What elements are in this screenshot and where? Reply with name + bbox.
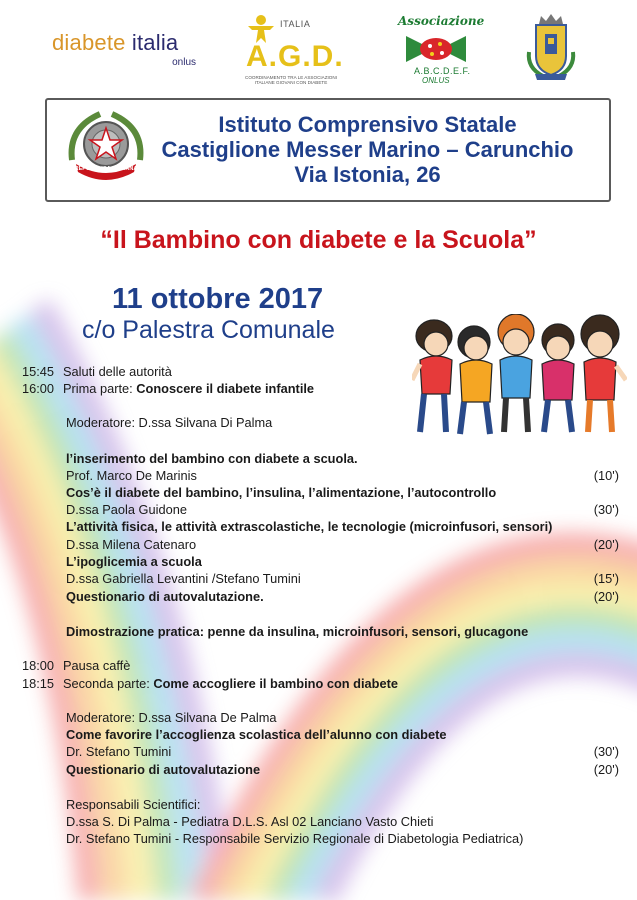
event-title: “Il Bambino con diabete e la Scuola” [100, 226, 537, 254]
abcdef-letters: A.B.C.D.E.F. [414, 66, 471, 76]
abcdef-logo [396, 14, 485, 85]
diabete-word: diabete [52, 30, 132, 55]
talk-4-topic: L’ipoglicemia a scuola [66, 554, 202, 569]
talk-2-speaker: D.ssa Paola Guidone [66, 502, 187, 517]
agd-name: A.G.D. [246, 40, 344, 73]
responsible-1: D.ssa S. Di Palma - Pediatra D.L.S. Asl 02 Lanciano Vasto Chieti [66, 814, 434, 829]
talk-1-speaker: Prof. Marco De Marinis [66, 468, 197, 483]
part1-time: 16:00 [22, 381, 55, 396]
responsible-2: Dr. Stefano Tumini - Responsabile Servizio Regionale di Diabetologia Pediatrica) [66, 831, 524, 846]
talk-1-duration: (10') [593, 468, 619, 483]
agd-logo [236, 14, 346, 84]
part2-prefix: Seconda parte: [63, 676, 154, 691]
event-date: 11 ottobre 2017 [112, 283, 324, 315]
abcdef-onlus: ONLUS [422, 76, 450, 85]
talk-5-duration: (30') [593, 744, 619, 759]
diabete-italia-logo [52, 30, 202, 75]
talk-4-speaker: D.ssa Gabriella Levantini /Stefano Tumini [66, 571, 301, 586]
talk-3-duration: (20') [593, 537, 619, 552]
talk-2-topic: Cos’è il diabete del bambino, l’insulina, l’alimentazione, l’autocontrollo [66, 485, 497, 500]
institute-address: Via Istonia, 26 [294, 162, 441, 187]
italia-word: italia [131, 30, 179, 55]
part2-title: Come accogliere il bambino con diabete [153, 676, 398, 691]
institute-text [150, 112, 585, 187]
part1-title: Conoscere il diabete infantile [136, 381, 315, 396]
event-venue: c/o Palestra Comunale [82, 316, 335, 344]
quiz-2-duration: (20') [593, 762, 619, 777]
agd-italia: ITALIA [280, 19, 311, 29]
quiz-2: Questionario di autovalutazione [66, 762, 261, 777]
agd-tagline: COORDINAMENTO TRA LE ASSOCIAZIONI ITALIANE GIOVANI CON DIABETE [245, 75, 337, 86]
opening-text: Saluti delle autorità [63, 364, 172, 379]
part2-time: 18:15 [22, 676, 55, 691]
diabete-italia-onlus: onlus [172, 57, 196, 68]
talk-3-topic: L’attività fisica, le attività extrascolastiche, le tecnologie (microinfusori, sensori) [66, 519, 553, 534]
candy-icon [402, 30, 470, 66]
practical-demo: Dimostrazione pratica: penne da insulina, microinfusori, sensori, glucagone [66, 624, 529, 639]
abcdef-title: Associazione [398, 14, 485, 28]
institute-location: Castiglione Messer Marino – Carunchio [161, 137, 574, 162]
institute-name: Istituto Comprensivo Statale [218, 112, 517, 137]
moderator-2: Moderatore: D.ssa Silvana De Palma [66, 710, 277, 725]
quiz-1: Questionario di autovalutazione. [66, 589, 264, 604]
talk-4-duration: (15') [593, 571, 619, 586]
talk-1-topic: l’inserimento del bambino con diabete a scuola. [66, 451, 358, 466]
emblem-caption: REPUBBLICA ITALIANA [74, 166, 138, 172]
talk-5-topic: Come favorire l’accoglienza scolastica dell’alunno con diabete [66, 727, 447, 742]
program-part1 [22, 381, 314, 396]
children-illustration [412, 314, 627, 439]
program-part2 [22, 676, 398, 691]
talk-5-speaker: Dr. Stefano Tumini [66, 744, 172, 759]
talk-3-speaker: D.ssa Milena Catenaro [66, 537, 197, 552]
opening-time: 15:45 [22, 364, 55, 379]
responsible-label: Responsabili Scientifici: [66, 797, 201, 812]
part1-prefix: Prima parte: [63, 381, 137, 396]
break-time: 18:00 [22, 658, 55, 673]
quiz-1-duration: (20') [593, 589, 619, 604]
program-opening [22, 364, 172, 379]
break-text: Pausa caffè [63, 658, 131, 673]
talk-2-duration: (30') [593, 502, 619, 517]
municipal-crest-icon [521, 12, 581, 82]
moderator-1: Moderatore: D.ssa Silvana Di Palma [66, 415, 273, 430]
diabete-italia-wordmark [52, 30, 202, 56]
italian-republic-emblem-icon [66, 108, 146, 190]
program-break [22, 658, 130, 673]
